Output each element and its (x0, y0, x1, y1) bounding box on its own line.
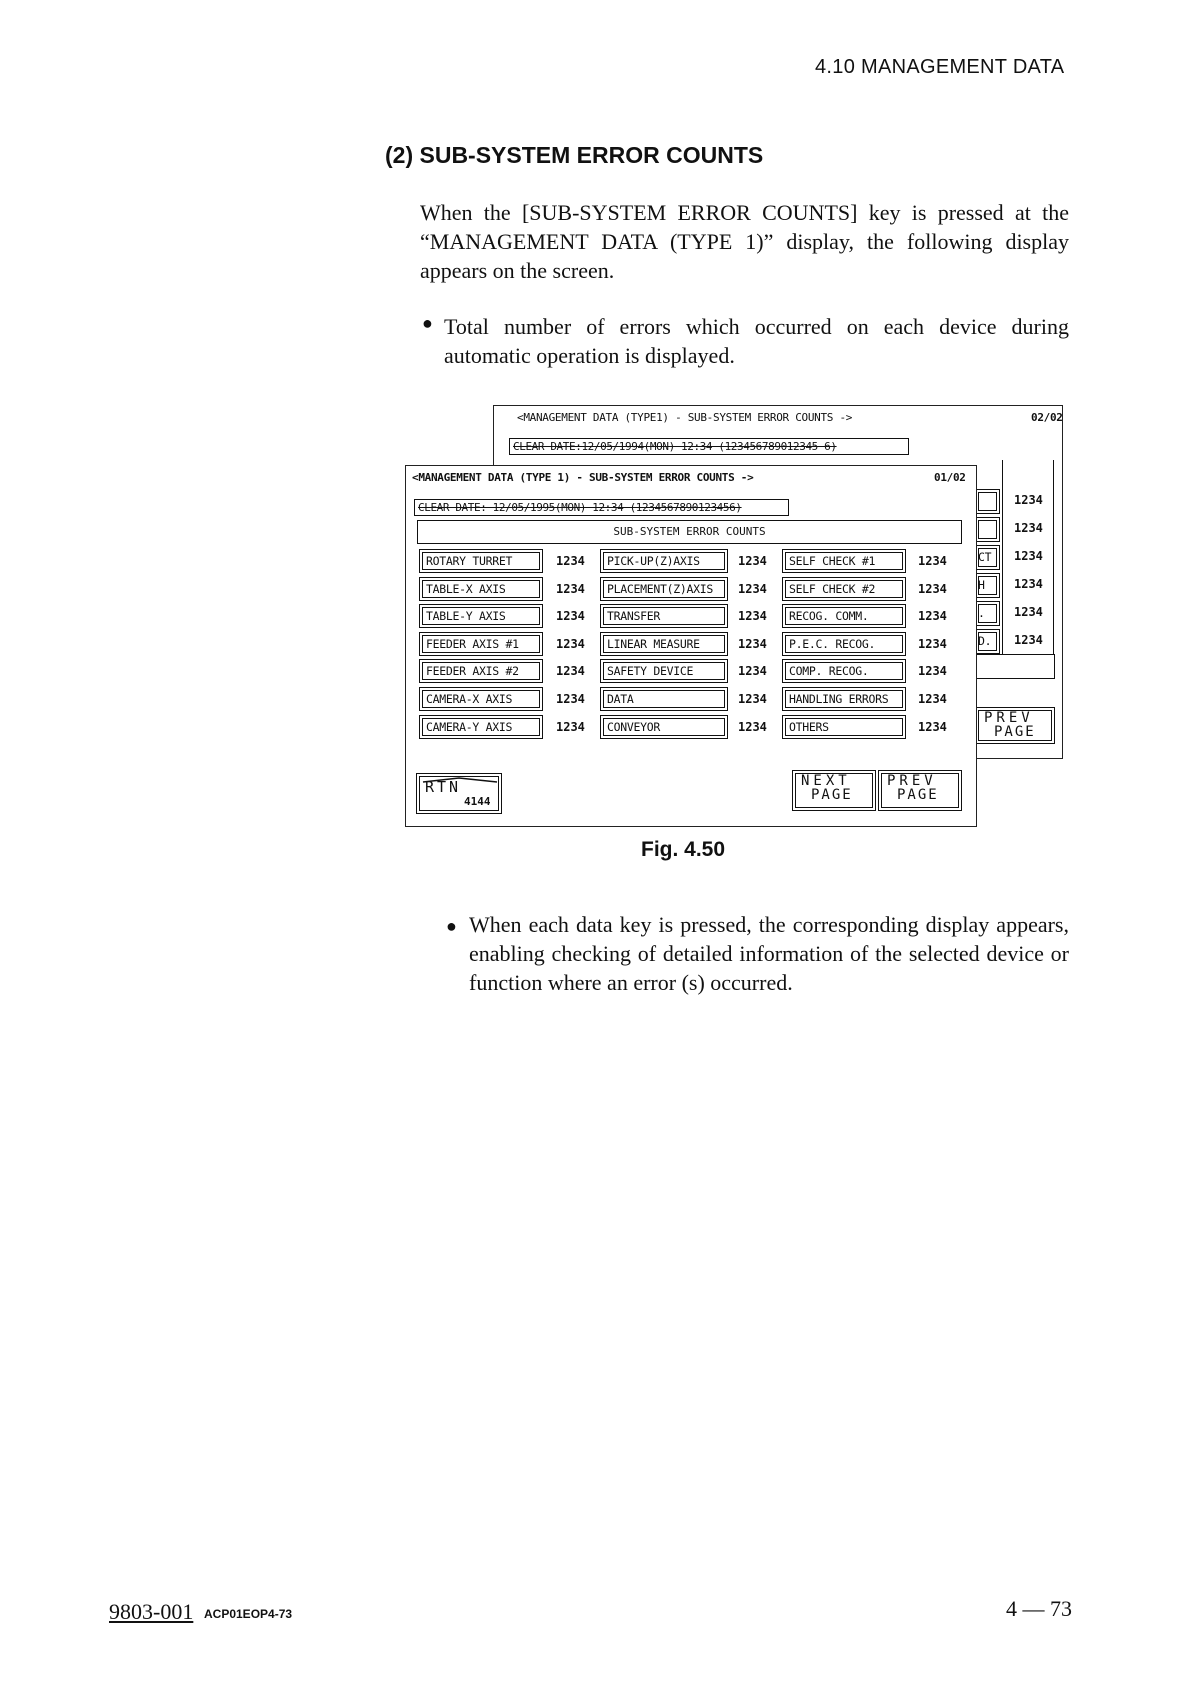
bullet-icon: ● (422, 313, 433, 333)
error-count-value: 1234 (738, 609, 767, 624)
front-clear-date: CLEAR DATE: 12/05/1995(MON) 12:34 (1234567890123456) (414, 499, 789, 516)
sub-system-key[interactable]: SELF CHECK #1 (782, 549, 906, 573)
table-title: SUB-SYSTEM ERROR COUNTS (417, 520, 962, 544)
return-label: RTN (425, 778, 462, 796)
prev-page-button[interactable] (878, 770, 962, 811)
error-count-value: 1234 (556, 609, 585, 624)
error-count-value: 1234 (918, 664, 947, 679)
sub-system-key[interactable]: OTHERS (782, 715, 906, 739)
figure-caption: Fig. 4.50 (641, 838, 726, 861)
back-empty-cell (975, 654, 1055, 679)
back-key-partial[interactable]: H (975, 573, 1000, 598)
front-screen-title: <MANAGEMENT DATA (TYPE 1) - SUB-SYSTEM ERROR COUNTS -> (412, 471, 754, 484)
back-key-partial[interactable]: D. (975, 629, 1000, 654)
sub-system-key[interactable]: CAMERA-X AXIS (419, 687, 543, 711)
sub-system-key[interactable]: PLACEMENT(Z)AXIS (600, 577, 728, 601)
sub-system-key[interactable]: TABLE-X AXIS (419, 577, 543, 601)
error-count-value: 1234 (556, 636, 585, 651)
bullet-icon: ● (446, 916, 457, 936)
back-prev-page-label-2: PAGE (994, 724, 1036, 740)
back-screen-page: 02/02 (1031, 411, 1063, 424)
back-screen-title: <MANAGEMENT DATA (TYPE1) - SUB-SYSTEM ERROR COUNTS -> (517, 411, 853, 424)
sub-system-key[interactable]: CONVEYOR (600, 715, 728, 739)
error-count-value: 1234 (918, 719, 947, 734)
back-value: 1234 (1014, 633, 1043, 647)
return-button[interactable] (416, 773, 502, 814)
back-value: 1234 (1014, 493, 1043, 507)
section-title: (2) SUB-SYSTEM ERROR COUNTS (385, 142, 764, 168)
back-value: 1234 (1014, 549, 1043, 563)
back-prev-page-button[interactable] (975, 707, 1055, 744)
error-count-value: 1234 (738, 719, 767, 734)
error-count-value: 1234 (556, 581, 585, 596)
back-key-partial[interactable]: . (975, 601, 1000, 626)
prev-page-label-2: PAGE (897, 787, 939, 803)
sub-system-key[interactable]: FEEDER AXIS #1 (419, 632, 543, 656)
sub-system-key[interactable]: DATA (600, 687, 728, 711)
back-key-partial[interactable] (975, 489, 1000, 514)
bullet-2-text: When each data key is pressed, the corresponding display appears, enabling checking of detailed information of the selected device or function where an error (s) occurred. (469, 912, 1069, 995)
prev-page-label: PREV (887, 773, 937, 789)
sub-system-key[interactable]: HANDLING ERRORS (782, 687, 906, 711)
next-page-label-2: PAGE (811, 787, 853, 803)
sub-system-key[interactable]: FEEDER AXIS #2 (419, 659, 543, 683)
back-value: 1234 (1014, 605, 1043, 619)
back-clear-date: CLEAR DATE:12/05/1994(MON) 12:34 (123456789012345 6) (509, 438, 909, 455)
footer-doc-code: 9803-001 (109, 1599, 194, 1624)
error-count-value: 1234 (556, 664, 585, 679)
sub-system-key[interactable]: LINEAR MEASURE (600, 632, 728, 656)
error-count-value: 1234 (738, 636, 767, 651)
error-count-value: 1234 (556, 692, 585, 706)
footer-doc-small: ACP01EOP4-73 (204, 1607, 293, 1621)
error-count-value: 1234 (918, 692, 947, 706)
sub-system-key[interactable]: P.E.C. RECOG. (782, 632, 906, 656)
error-count-value: 1234 (738, 554, 767, 568)
page-number: 4 — 73 (1006, 1596, 1072, 1621)
back-key-partial[interactable] (975, 517, 1000, 542)
error-count-value: 1234 (918, 554, 947, 568)
next-page-label: NEXT (801, 773, 851, 789)
section-header: 4.10 MANAGEMENT DATA (815, 56, 1065, 78)
back-value: 1234 (1014, 577, 1043, 591)
sub-system-key[interactable]: PICK-UP(Z)AXIS (600, 549, 728, 573)
error-count-value: 1234 (738, 581, 767, 596)
return-code: 4144 (464, 795, 491, 808)
intro-paragraph: When the [SUB-SYSTEM ERROR COUNTS] key is pressed at the “MANAGEMENT DATA (TYPE 1)” display, the following display appears on the screen. (420, 200, 1069, 283)
error-count-value: 1234 (738, 664, 767, 679)
sub-system-key[interactable]: TRANSFER (600, 604, 728, 628)
sub-system-key[interactable]: COMP. RECOG. (782, 659, 906, 683)
sub-system-key[interactable]: TABLE-Y AXIS (419, 604, 543, 628)
bullet-1-text: Total number of errors which occurred on each device during automatic operation is displayed. (444, 314, 1069, 368)
error-count-value: 1234 (556, 719, 585, 734)
error-count-value: 1234 (556, 554, 585, 568)
back-value: 1234 (1014, 521, 1043, 535)
back-key-partial[interactable]: CT (975, 545, 1000, 570)
back-prev-page-label: PREV (984, 710, 1034, 726)
front-screen-page: 01/02 (934, 471, 966, 484)
error-count-value: 1234 (918, 609, 947, 624)
sub-system-key[interactable]: CAMERA-Y AXIS (419, 715, 543, 739)
sub-system-key[interactable]: RECOG. COMM. (782, 604, 906, 628)
sub-system-key[interactable]: ROTARY TURRET (419, 549, 543, 573)
error-count-value: 1234 (918, 636, 947, 651)
next-page-button[interactable] (792, 770, 876, 811)
error-count-value: 1234 (738, 692, 767, 706)
error-count-value: 1234 (918, 581, 947, 596)
sub-system-key[interactable]: SAFETY DEVICE (600, 659, 728, 683)
sub-system-key[interactable]: SELF CHECK #2 (782, 577, 906, 601)
